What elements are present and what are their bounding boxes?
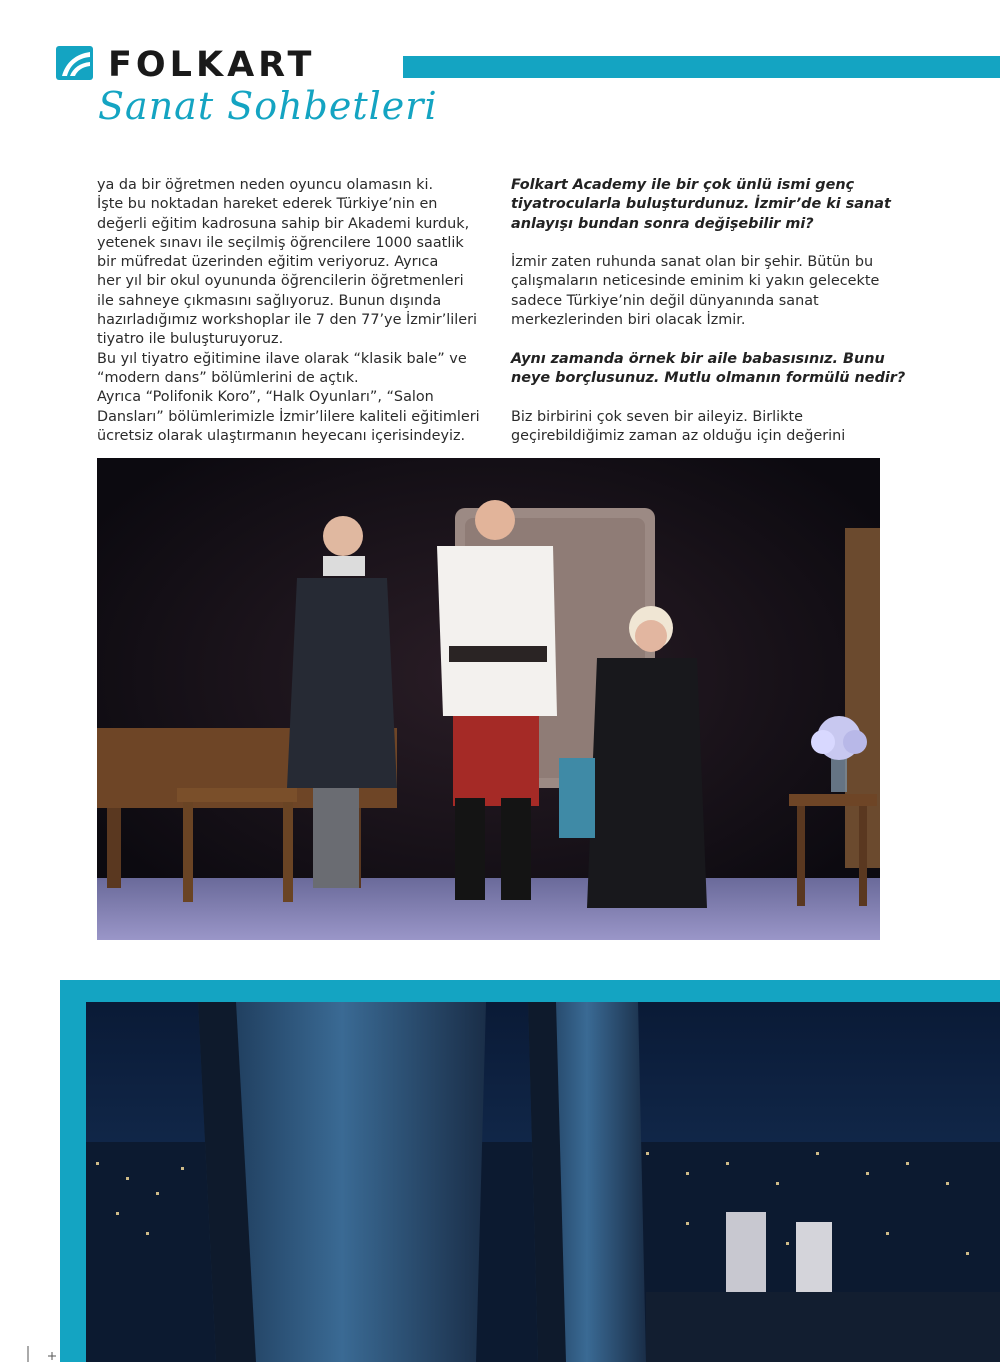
answer-line: geçirebildiğimiz zaman az olduğu için değerini [511, 427, 846, 444]
text-line: ile sahneye çıkmasını sağlıyoruz. Bunun dışında [97, 292, 442, 309]
text-line: değerli eğitim kadrosuna sahip bir Akademi kurduk, [97, 215, 470, 232]
city-photo [86, 1002, 1000, 1362]
answer-line: merkezlerinden biri olacak İzmir. [511, 312, 746, 329]
text-line: her yıl bir okul oyununda öğrencilerin öğretmenleri [97, 273, 464, 290]
paragraph-gap [511, 234, 883, 253]
text-line: “modern dans” bölümlerini de açtık. [97, 369, 359, 386]
question-line: Folkart Academy ile bir çok ünlü ismi genç [511, 177, 855, 193]
paragraph-gap [511, 330, 883, 349]
text-line: ya da bir öğretmen neden oyuncu olamasın ki. [97, 177, 434, 193]
answer-line: sadece Türkiye’nin değil dünyanında sanat [511, 292, 819, 309]
answer-line: İzmir zaten ruhunda sanat olan bir şehir. Bütün bu [511, 254, 874, 271]
stage-photo [97, 458, 880, 940]
night-city-skyline-illustration [86, 1002, 1000, 1362]
question-line: tiyatrocularla buluşturdunuz. İzmir’de ki sanat [511, 196, 891, 213]
question-line: Aynı zamanda örnek bir aile babasısınız. Bunu [511, 350, 885, 367]
text-line: bir müfredat üzerinden eğitim veriyoruz. Ayrıca [97, 254, 439, 271]
text-line: hazırladığımız workshoplar ile 7 den 77’ye İzmir’lileri [97, 312, 478, 329]
answer-line: çalışmaların neticesinde eminim ki yakın gelecekte [511, 273, 880, 290]
left-text-column [97, 176, 480, 446]
header-accent-bar [403, 56, 1000, 78]
text-line: İşte bu noktadan hareket ederek Türkiye’nin en [97, 196, 438, 213]
page-header [0, 0, 1000, 140]
question-line: neye borçlusunuz. Mutlu olmanın formülü nedir? [511, 369, 906, 386]
crop-mark-icon [24, 1346, 56, 1362]
text-line: tiyatro ile buluşturuyoruz. [97, 331, 284, 348]
text-line: ücretsiz olarak ulaştırmanın heyecanı içerisindeyiz. [97, 427, 466, 444]
theatre-stage-illustration [97, 458, 880, 940]
folkart-logo-icon [56, 46, 93, 80]
paragraph-gap [511, 388, 883, 407]
text-line: Dansları” bölümlerimizle İzmir’lilere kaliteli eğitimleri [97, 408, 480, 425]
text-line: yetenek sınavı ile seçilmiş öğrencilere 1000 saatlik [97, 234, 464, 251]
text-line: Bu yıl tiyatro eğitimine ilave olarak “klasik bale” ve [97, 350, 467, 367]
brand-name: FOLKART [108, 45, 316, 85]
answer-line: Biz birbirini çok seven bir aileyiz. Birlikte [511, 408, 803, 425]
section-title: Sanat Sohbetleri [98, 84, 438, 128]
right-text-column [511, 176, 906, 446]
text-line: Ayrıca “Polifonik Koro”, “Halk Oyunları”, “Salon [97, 389, 434, 406]
question-line: anlayışı bundan sonra değişebilir mi? [511, 215, 814, 232]
